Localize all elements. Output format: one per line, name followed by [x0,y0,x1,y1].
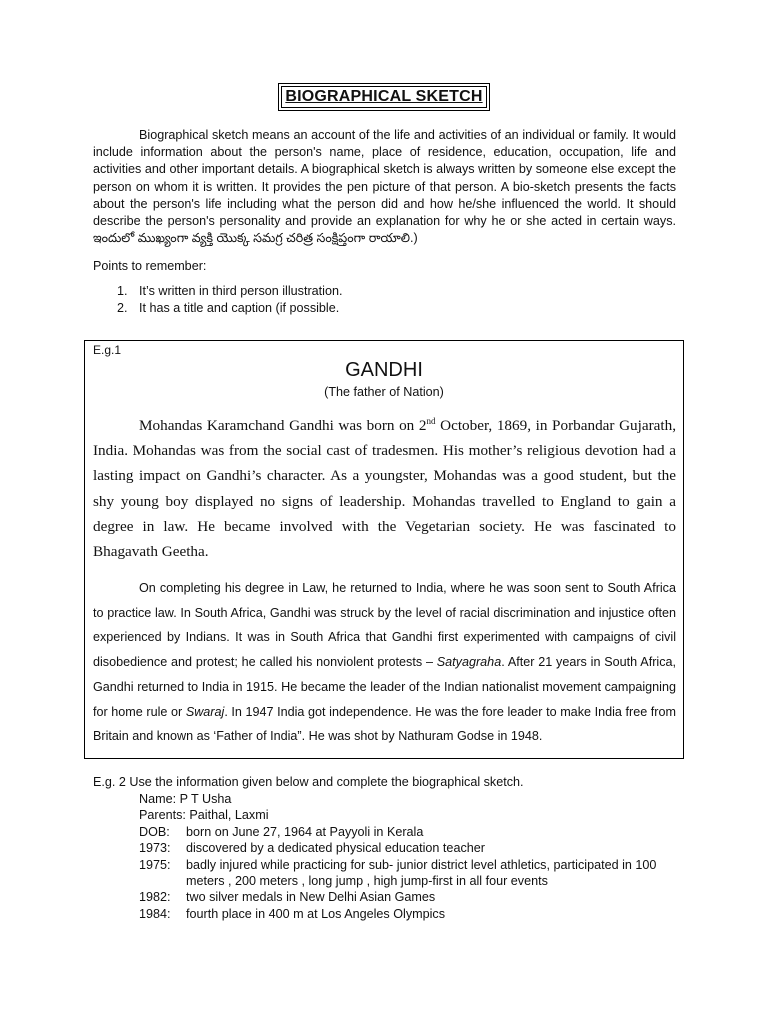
fact-key: 1973: [139,841,171,856]
fact-parents: Parents: Paithal, Laxmi [139,808,269,823]
fact-value: fourth place in 400 m at Los Angeles Olympics [186,906,446,921]
para2-part-a: On completing his degree in Law, he returned to India, where he was soon sent to South Africa to practice law. In South Africa, Gandhi was struck by the level of racial discrimination and injustice often experienced by Indians. It was in South Africa that Gandhi first experimented with campaigns of civil disobedience and protest; he called his nonviolent protests – [93,581,676,670]
intro-paragraph: Biographical sketch means an account of the life and activities of an individual or family. It would include information about the person's name, place of residence, education, occupation, life and activities and other important details. A biographical sketch is always written by someone else except the person on whom it is written. It provides the pen picture of that person. A bio-sketch presents the facts about the person's life including what the person did and how he/she influenced the world. It should describe the person's personality and provide an explanation for why he or she acted in certain ways. ఇందులో ముఖ్యంగా వ్యక్తి యొక్క సమగ్ర చరిత్ర సంక్షిప్తంగా రాయాలి.) [93,128,676,246]
para2-part-c: . In 1947 India got independence. He was the fore leader to make India free from Britain and known as ‘Father of India”. He was shot by Nathuram Godse in 1948. [93,704,676,744]
example-2-intro: E.g. 2 Use the information given below and complete the biographical sketch. [93,775,524,789]
points-list [117,283,342,317]
para2-italic-satyagraha: Satyagraha [436,655,502,670]
example-1-name: GANDHI [345,359,423,381]
fact-value: badly injured while practicing for sub- junior district level athletics, participated in 100 meters , 200 meters , long jump , high jump-first in all four events [186,857,657,889]
example-2-facts [139,791,676,922]
example-1-paragraph-2 [93,576,676,749]
list-number: 2. [117,301,128,315]
fact-row [139,906,676,922]
example-1-box [84,340,684,759]
list-item [117,300,342,317]
fact-value: discovered by a dedicated physical education teacher [186,841,485,856]
fact-value: born on June 27, 1964 at Payyoli in Kerala [186,824,424,839]
list-text: It has a title and caption (if possible. [139,301,340,315]
para1-part-b: October, 1869, in Porbandar Gujarath, India. Mohandas was from the social cast of tradesmen. His mother’s religious devotion had a lasting impact on Gandhi’s character. As a youngster, Mohandas was a good student, but the shy young boy displayed no signs of leadership. Mohandas travelled to England to gain a degree in law. He became involved with the Vegetarian society. He was fascinated to Bhagavath Geetha. [93,417,677,561]
example-1-caption: (The father of Nation) [324,385,444,399]
fact-value: two silver medals in New Delhi Asian Games [186,890,436,905]
title-container [0,86,768,108]
para1-superscript: nd [426,416,436,426]
example-1-paragraph-1 [93,413,676,564]
fact-row [139,824,676,840]
para2-italic-swaraj: Swaraj [185,704,225,719]
fact-name: Name: P T Usha [139,792,232,806]
points-heading: Points to remember: [93,259,207,273]
fact-row [139,857,676,890]
fact-row [139,889,676,905]
example-1-label: E.g.1 [93,343,122,357]
para1-part-a: Mohandas Karamchand Gandhi was born on 2 [139,417,427,434]
page-title: BIOGRAPHICAL SKETCH [281,86,486,108]
para2-part-b: . After 21 years in South Africa, Gandhi returned to India in 1915. He became the leader of the Indian nationalist movement campaigning for home rule or [93,655,676,719]
fact-key: 1982: [139,890,171,905]
fact-key: 1975: [139,857,171,872]
list-text: It’s written in third person illustration. [139,284,343,298]
list-item [117,283,342,300]
list-number: 1. [117,284,128,298]
fact-row [139,840,676,856]
fact-key: 1984: [139,906,171,921]
fact-key: DOB: [139,824,170,839]
